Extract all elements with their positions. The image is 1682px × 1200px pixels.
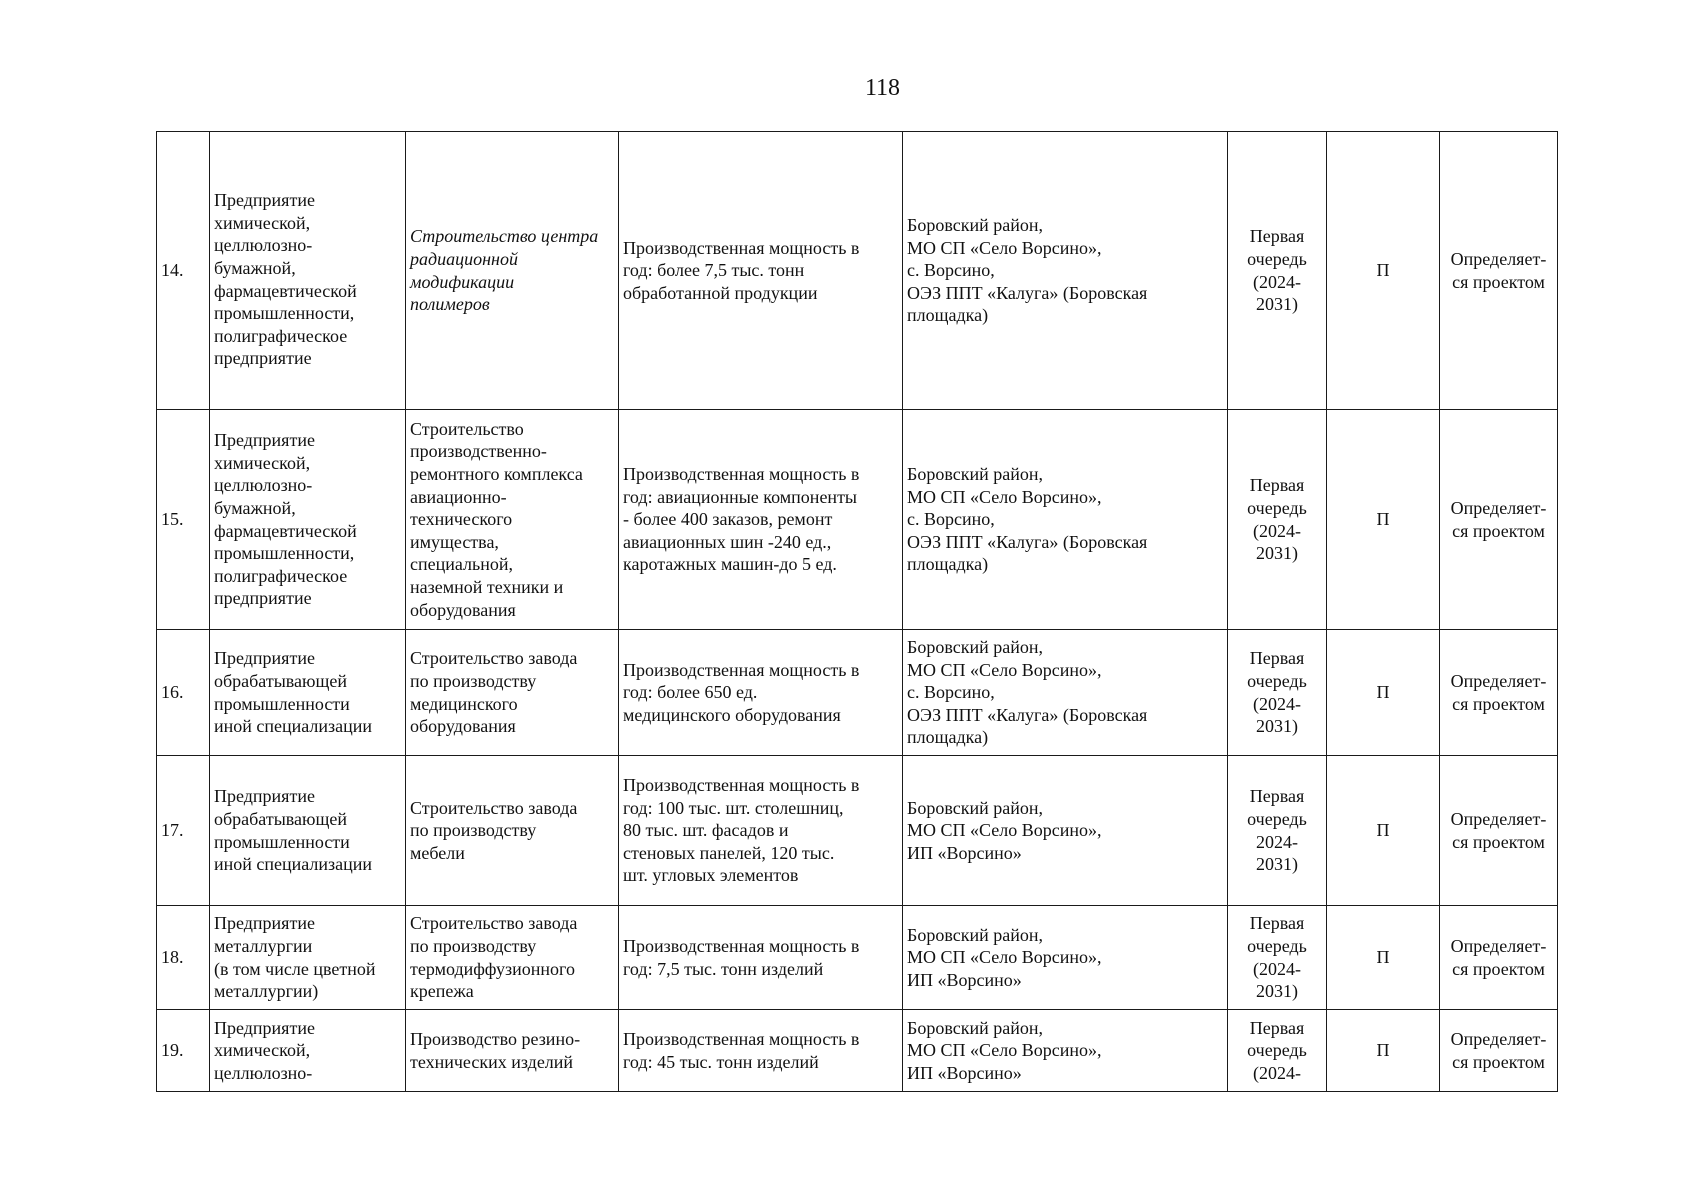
- enterprise-type: Предприятие химической, целлюлозно- бумажной, фармацевтической промышленности, полиграфическое предприятие: [210, 410, 406, 630]
- table-row: [157, 132, 1558, 410]
- enterprise-type: Предприятие металлургии (в том числе цветной металлургии): [210, 906, 406, 1010]
- row-number: 17.: [157, 756, 210, 906]
- cost-note: Определяет- ся проектом: [1440, 906, 1558, 1010]
- object-name: Строительство завода по производству мебели: [406, 756, 619, 906]
- status-code: П: [1327, 756, 1440, 906]
- status-code: П: [1327, 1010, 1440, 1092]
- construction-stage: Первая очередь (2024- 2031): [1228, 906, 1327, 1010]
- object-name: Строительство центра радиационной модификации полимеров: [406, 132, 619, 410]
- capacity-params: Производственная мощность в год: 45 тыс. тонн изделий: [619, 1010, 903, 1092]
- capacity-params: Производственная мощность в год: более 7,5 тыс. тонн обработанной продукции: [619, 132, 903, 410]
- page-number: 118: [864, 75, 901, 101]
- table-row: [157, 906, 1558, 1010]
- enterprise-type: Предприятие химической, целлюлозно-: [210, 1010, 406, 1092]
- location: Боровский район, МО СП «Село Ворсино», ИП «Ворсино»: [903, 906, 1228, 1010]
- status-code: П: [1327, 410, 1440, 630]
- object-name: Производство резино- технических изделий: [406, 1010, 619, 1092]
- enterprise-type: Предприятие химической, целлюлозно- бумажной, фармацевтической промышленности, полиграфическое предприятие: [210, 132, 406, 410]
- row-number: 16.: [157, 630, 210, 756]
- construction-stage: Первая очередь (2024-: [1228, 1010, 1327, 1092]
- object-name: Строительство производственно- ремонтного комплекса авиационно- технического имущества, специальной, наземной техники и оборудования: [406, 410, 619, 630]
- location: Боровский район, МО СП «Село Ворсино», с. Ворсино, ОЭЗ ППТ «Калуга» (Боровская площадка): [903, 630, 1228, 756]
- status-code: П: [1327, 630, 1440, 756]
- construction-stage: Первая очередь (2024- 2031): [1228, 630, 1327, 756]
- capacity-params: Производственная мощность в год: более 650 ед. медицинского оборудования: [619, 630, 903, 756]
- object-name: Строительство завода по производству термодиффузионного крепежа: [406, 906, 619, 1010]
- table-row: [157, 410, 1558, 630]
- table-row: [157, 630, 1558, 756]
- capacity-params: Производственная мощность в год: авиационные компоненты - более 400 заказов, ремонт авиационных шин -240 ед., каротажных машин-до 5 ед.: [619, 410, 903, 630]
- construction-stage: Первая очередь (2024- 2031): [1228, 132, 1327, 410]
- status-code: П: [1327, 132, 1440, 410]
- row-number: 14.: [157, 132, 210, 410]
- construction-stage: Первая очередь (2024- 2031): [1228, 410, 1327, 630]
- cost-note: Определяет- ся проектом: [1440, 756, 1558, 906]
- cost-note: Определяет- ся проектом: [1440, 132, 1558, 410]
- cost-note: Определяет- ся проектом: [1440, 630, 1558, 756]
- location: Боровский район, МО СП «Село Ворсино», ИП «Ворсино»: [903, 1010, 1228, 1092]
- capacity-params: Производственная мощность в год: 7,5 тыс. тонн изделий: [619, 906, 903, 1010]
- cost-note: Определяет- ся проектом: [1440, 1010, 1558, 1092]
- object-name: Строительство завода по производству медицинского оборудования: [406, 630, 619, 756]
- facilities-table: [156, 131, 1558, 1092]
- row-number: 19.: [157, 1010, 210, 1092]
- row-number: 18.: [157, 906, 210, 1010]
- capacity-params: Производственная мощность в год: 100 тыс. шт. столешниц, 80 тыс. шт. фасадов и стеновых панелей, 120 тыс. шт. угловых элементов: [619, 756, 903, 906]
- location: Боровский район, МО СП «Село Ворсино», с. Ворсино, ОЭЗ ППТ «Калуга» (Боровская площадка): [903, 132, 1228, 410]
- enterprise-type: Предприятие обрабатывающей промышленности иной специализации: [210, 630, 406, 756]
- cost-note: Определяет- ся проектом: [1440, 410, 1558, 630]
- status-code: П: [1327, 906, 1440, 1010]
- location: Боровский район, МО СП «Село Ворсино», ИП «Ворсино»: [903, 756, 1228, 906]
- location: Боровский район, МО СП «Село Ворсино», с. Ворсино, ОЭЗ ППТ «Калуга» (Боровская площадка): [903, 410, 1228, 630]
- table-row: [157, 756, 1558, 906]
- row-number: 15.: [157, 410, 210, 630]
- enterprise-type: Предприятие обрабатывающей промышленности иной специализации: [210, 756, 406, 906]
- construction-stage: Первая очередь 2024- 2031): [1228, 756, 1327, 906]
- table-row: [157, 1010, 1558, 1092]
